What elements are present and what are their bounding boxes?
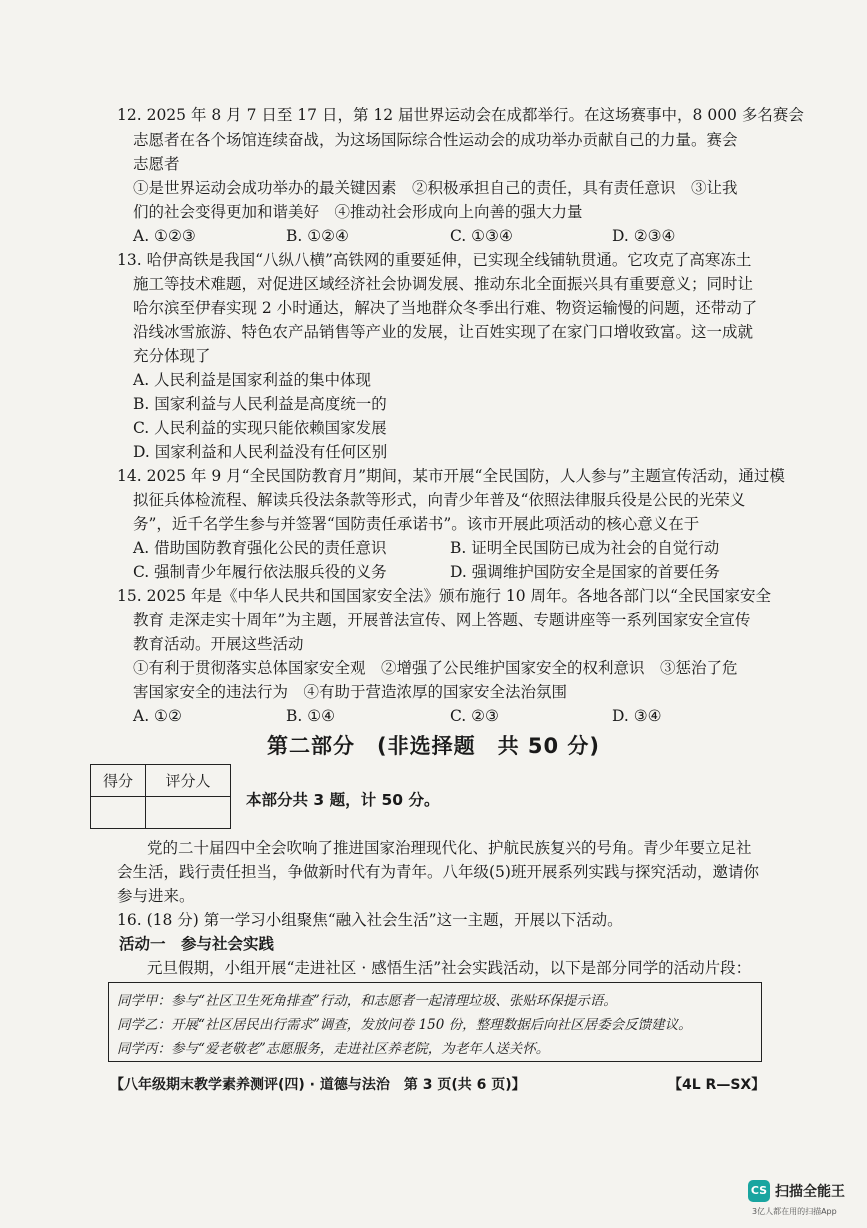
q13-option-d: D. 国家利益和人民利益没有任何区别 [133, 443, 388, 461]
q13-option-a: A. 人民利益是国家利益的集中体现 [133, 371, 372, 389]
page-footer-left: 【八年级期末教学素养测评(四) · 道德与法治 第 3 页(共 6 页)】 [110, 1077, 526, 1093]
grader-header: 评分人 [146, 765, 231, 797]
q15-line-2: 教育 走深走实十周年”为主题，开展普法宣传、网上答题、专题讲座等一系列国家安全宣传 [133, 611, 751, 629]
activity-one-title: 活动一 参与社会实践 [119, 935, 275, 953]
q12-line-5: 们的社会变得更加和谐美好 ④推动社会形成向上向善的强大力量 [133, 203, 583, 221]
grader-cell[interactable] [146, 797, 231, 829]
q15-line-1: 15. 2025 年是《中华人民共和国国家安全法》颁布施行 10 周年。各地各部门以“全民国家安全 [117, 587, 771, 605]
q12-option-b: B. ①②④ [286, 227, 349, 245]
score-header: 得分 [91, 765, 146, 797]
q13-line-3: 哈尔滨至伊春实现 2 小时通达，解决了当地群众冬季出行难、物资运输慢的问题，还带动了 [133, 299, 758, 317]
camscanner-logo-icon: CS [748, 1180, 770, 1202]
activity-excerpt-box [108, 982, 762, 1062]
q15-line-4: ①有利于贯彻落实总体国家安全观 ②增强了公民维护国家安全的权利意识 ③惩治了危 [133, 659, 738, 677]
q13-line-1: 13. 哈伊高铁是我国“八纵八横”高铁网的重要延伸，已实现全线铺轨贯通。它攻克了高寒冻土 [117, 251, 752, 269]
q13-line-2: 施工等技术难题，对促进区域经济社会协调发展、推动东北全面振兴具有重要意义；同时让 [133, 275, 754, 293]
intro-line-1: 党的二十届四中全会吹响了推进国家治理现代化、护航民族复兴的号角。青少年要立足社 [147, 839, 752, 857]
excerpt-student-a: 同学甲：参与“社区卫生死角排查”行动，和志愿者一起清理垃圾、张贴环保提示语。 [117, 993, 617, 1009]
q12-option-c: C. ①③④ [450, 227, 513, 245]
q15-option-d: D. ③④ [612, 707, 662, 725]
intro-line-3: 参与进来。 [117, 887, 195, 905]
page-footer-right: 【4L R—SX】 [668, 1077, 766, 1093]
camscanner-name: 扫描全能王 [775, 1184, 845, 1200]
q14-line-3: 务”，近千名学生参与并签署“国防责任承诺书”。该市开展此项活动的核心意义在于 [133, 515, 700, 533]
part-two-heading: 第二部分 (非选择题 共 50 分) [266, 734, 601, 758]
q15-line-3: 教育活动。开展这些活动 [133, 635, 304, 653]
q12-line-2: 志愿者在各个场馆连续奋战，为这场国际综合性运动会的成功举办贡献自己的力量。赛会 [133, 131, 738, 149]
q15-option-c: C. ②③ [450, 707, 499, 725]
excerpt-student-b: 同学乙：开展“社区居民出行需求”调查，发放问卷 150 份，整理数据后向社区居委会反馈建议。 [117, 1017, 692, 1033]
part-two-note: 本部分共 3 题，计 50 分。 [246, 791, 440, 809]
intro-line-2: 会生活，践行责任担当，争做新时代有为青年。八年级(5)班开展系列实践与探究活动，邀请你 [117, 863, 759, 881]
q14-option-c: C. 强制青少年履行依法服兵役的义务 [133, 563, 387, 581]
score-cell[interactable] [91, 797, 146, 829]
excerpt-student-c: 同学丙：参与“爱老敬老”志愿服务，走进社区养老院，为老年人送关怀。 [117, 1041, 550, 1057]
q12-option-d: D. ②③④ [612, 227, 676, 245]
q13-option-b: B. 国家利益与人民利益是高度统一的 [133, 395, 387, 413]
q15-option-b: B. ①④ [286, 707, 336, 725]
camscanner-tagline: 3亿人都在用的扫描App [752, 1207, 837, 1216]
q14-line-1: 14. 2025 年 9 月“全民国防教育月”期间，某市开展“全民国防，人人参与”主题宣传活动，通过模 [117, 467, 785, 485]
q14-line-2: 拟征兵体检流程、解读兵役法条款等形式，向青少年普及“依照法律服兵役是公民的光荣义 [133, 491, 746, 509]
q15-option-a: A. ①② [133, 707, 182, 725]
q13-line-4: 沿线冰雪旅游、特色农产品销售等产业的发展，让百姓实现了在家门口增收致富。这一成就 [133, 323, 754, 341]
q16-title: 16. (18 分) 第一学习小组聚焦“融入社会生活”这一主题，开展以下活动。 [117, 911, 623, 929]
q13-line-5: 充分体现了 [133, 347, 211, 365]
q12-line-3: 志愿者 [133, 155, 180, 173]
q12-option-a: A. ①②③ [133, 227, 196, 245]
q12-line-4: ①是世界运动会成功举办的最关键因素 ②积极承担自己的责任，具有责任意识 ③让我 [133, 179, 738, 197]
q13-option-c: C. 人民利益的实现只能依赖国家发展 [133, 419, 387, 437]
q14-option-a: A. 借助国防教育强化公民的责任意识 [133, 539, 387, 557]
q14-option-b: B. 证明全民国防已成为社会的自觉行动 [450, 539, 720, 557]
q14-option-d: D. 强调维护国防安全是国家的首要任务 [450, 563, 720, 581]
score-table [90, 764, 231, 829]
q12-line-1: 12. 2025 年 8 月 7 日至 17 日，第 12 届世界运动会在成都举行。在这场赛事中，8 000 多名赛会 [117, 106, 804, 124]
activity-description: 元旦假期，小组开展“走进社区 · 感悟生活”社会实践活动，以下是部分同学的活动片段： [147, 959, 752, 977]
q15-line-5: 害国家安全的违法行为 ④有助于营造浓厚的国家安全法治氛围 [133, 683, 568, 701]
